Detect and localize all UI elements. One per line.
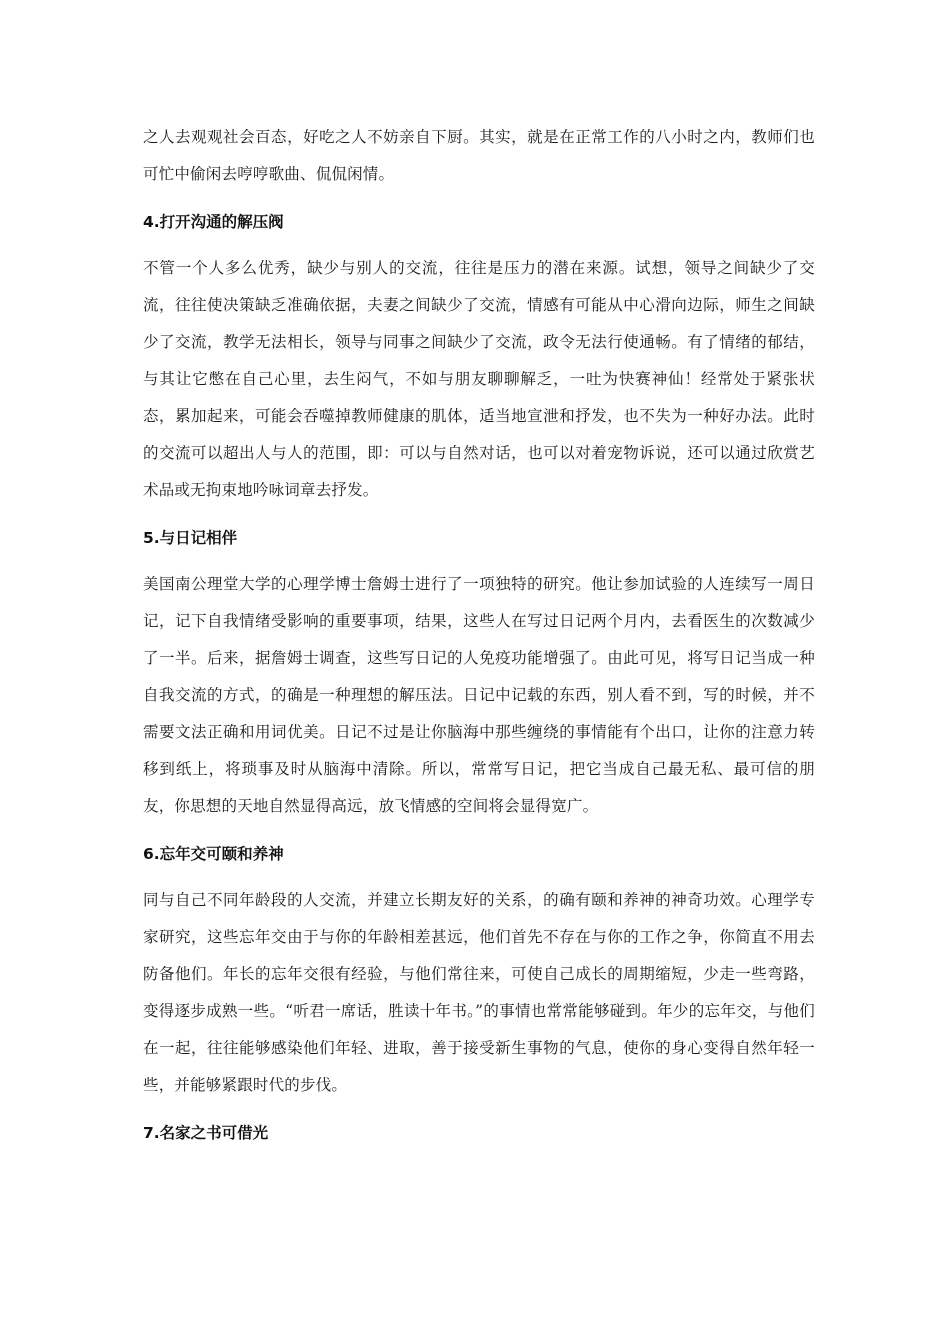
section-heading-diary: 5.与日记相伴 [143, 529, 238, 547]
paragraph-diary: 美国南公理堂大学的心理学博士詹姆士进行了一项独特的研究。他让参加试验的人连续写一周日记，记下自我情绪受影响的重要事项，结果，这些人在写过日记两个月内，去看医生的次数减少了一半。后来，据詹姆士调查，这些写日记的人免疫功能增强了。由此可见，将写日记当成一种自我交流的方式，的确是一种理想的解压法。日记中记载的东西，别人看不到，写的时候，并不需要文法正确和用词优美。日记不过是让你脑海中那些缠绕的事情能有个出口，让你的注意力转移到纸上，将琐事及时从脑海中清除。所以，常常写日记，把它当成自己最无私、最可信的朋友，你思想的天地自然显得高远，放飞情感的空间将会显得宽广。 [143, 575, 815, 815]
section-heading-friendship: 6.忘年交可颐和养神 [143, 845, 284, 863]
document-body [143, 119, 815, 1161]
paragraph-intro: 之人去观观社会百态，好吃之人不妨亲自下厨。其实，就是在正常工作的八小时之内，教师们也可忙中偷闲去哼哼歌曲、侃侃闲情。 [143, 128, 815, 183]
section-heading-books: 7.名家之书可借光 [143, 1124, 269, 1142]
paragraph-communication: 不管一个人多么优秀，缺少与别人的交流，往往是压力的潜在来源。试想，领导之间缺少了交流，往往使决策缺乏准确依据，夫妻之间缺少了交流，情感有可能从中心滑向边际，师生之间缺少了交流，教学无法相长，领导与同事之间缺少了交流，政令无法行使通畅。有了情绪的郁结，与其让它憋在自己心里，去生闷气，不如与朋友聊聊解乏，一吐为快赛神仙！经常处于紧张状态，累加起来，可能会吞噬掉教师健康的肌体，适当地宣泄和抒发，也不失为一种好办法。此时的交流可以超出人与人的范围，即：可以与自然对话，也可以对着宠物诉说，还可以通过欣赏艺术品或无拘束地吟咏词章去抒发。 [143, 259, 815, 499]
section-heading-communication: 4.打开沟通的解压阀 [143, 213, 284, 231]
paragraph-friendship: 同与自己不同年龄段的人交流，并建立长期友好的关系，的确有颐和养神的神奇功效。心理学专家研究，这些忘年交由于与你的年龄相差甚远，他们首先不存在与你的工作之争，你简直不用去防备他们。年长的忘年交很有经验，与他们常往来，可使自己成长的周期缩短，少走一些弯路，变得逐步成熟一些。“听君一席话，胜读十年书。”的事情也常常能够碰到。年少的忘年交，与他们在一起，往往能够感染他们年轻、进取，善于接受新生事物的气息，使你的身心变得自然年轻一些，并能够紧跟时代的步伐。 [143, 891, 815, 1094]
